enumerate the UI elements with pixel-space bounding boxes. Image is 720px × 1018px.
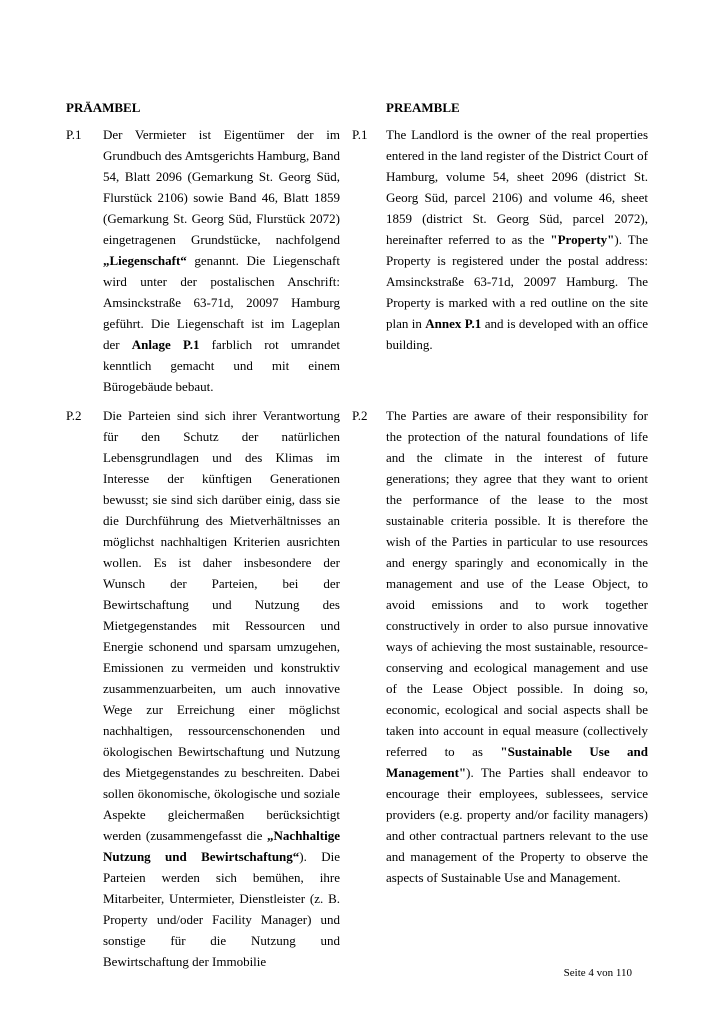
heading-indent-spacer xyxy=(352,97,386,118)
paragraph-cell-german xyxy=(66,405,340,972)
paragraph-cell-german xyxy=(66,124,340,397)
paragraph-row xyxy=(66,124,648,397)
paragraphs-container xyxy=(66,124,648,972)
paragraph-text-english: The Landlord is the owner of the real properties entered in the land register of the District Court of Hamburg, volume 54, sheet 2096 (district St. Georg Süd, parcel 2106) and volume 46, sheet 1859 (district St. Georg Süd, parcel 2072), hereinafter referred to as the "Property"). The Property is registered under the postal address: Amsinckstraße 63-71d, 20097 Hamburg. The Property is marked with a red outline on the site plan in Annex P.1 and is developed with an office building. xyxy=(386,127,648,352)
page-number-footer: Seite 4 von 110 xyxy=(563,967,632,979)
paragraph-number-en: P.2 xyxy=(352,408,368,423)
paragraph-row xyxy=(66,405,648,972)
paragraph-number-de: P.1 xyxy=(66,127,82,142)
preamble-heading-german: PRÄAMBEL xyxy=(66,100,141,115)
paragraph-text-german: Die Parteien sind sich ihrer Verantwortung für den Schutz der natürlichen Lebensgrundlagen und des Klimas im Interesse der künftigen Generationen bewusst; sie sind sich darüber einig, dass sie die Durchführung des Mietverhältnisses an möglichst nachhaltigen Kriterien ausrichten wollen. Es ist daher insbesondere der Wunsch der Parteien, bei der Bewirtschaftung und Nutzung des Mietgegenstandes mit Ressourcen und Energie schonend und sparsam umzugehen, Emissionen zu vermeiden und konstruktiv zusammenzuarbeiten, um auch innovative Wege zur Erreichung einer möglichst nachhaltigen, ressourcenschonenden und ökologischen Bewirtschaftung und Nutzung des Mietgegenstandes zu beschreiten. Dabei sollen ökonomische, ökologische und soziale Aspekte gleichermaßen berücksichtigt werden (zusammengefasst die „Nachhaltige Nutzung und Bewirtschaftung“). Die Parteien werden sich bemühen, ihre Mitarbeiter, Untermieter, Dienstleister (z. B. Property und/oder Facility Manager) und sonstige für die Nutzung und Bewirtschaftung der Immobilie xyxy=(103,408,340,969)
preamble-heading-english: PREAMBLE xyxy=(386,100,460,115)
document-content xyxy=(66,97,648,972)
paragraph-number-en: P.1 xyxy=(352,127,368,142)
headings-cell-english xyxy=(352,97,648,118)
paragraph-text-english: The Parties are aware of their responsibility for the protection of the natural foundations of life and the climate in the interest of future generations; they agree that they want to orient the performance of the lease to the most sustainable criteria possible. It is therefore the wish of the Parties in particular to use resources and energy sparingly and economically in the management and use of the Lease Object, to avoid emissions and to work together constructively in order to also pursue innovative ways of achieving the most sustainable, resource-conserving and ecological management and use of the Lease Object possible. In doing so, economic, ecological and social aspects shall be taken into account in equal measure (collectively referred to as "Sustainable Use and Management"). The Parties shall endeavor to encourage their employees, sublessees, service providers (e.g. property and/or facility managers) and other contractual partners relevant to the use and management of the Property to observe the aspects of Sustainable Use and Management. xyxy=(386,408,648,885)
paragraph-text-german: Der Vermieter ist Eigentümer der im Grundbuch des Amtsgerichts Hamburg, Band 54, Blatt 2096 (Gemarkung St. Georg Süd, Flurstück 2106) sowie Band 46, Blatt 1859 (Gemarkung St. Georg Süd, Flurstück 2072) eingetragenen Grundstücke, nachfolgend „Liegenschaft“ genannt. Die Liegenschaft wird unter der postalischen Anschrift: Amsinckstraße 63-71d, 20097 Hamburg geführt. Die Liegenschaft ist im Lageplan der Anlage P.1 farblich rot umrandet kenntlich gemacht und mit einem Bürogebäude bebaut. xyxy=(103,127,340,394)
headings-cell-german xyxy=(66,97,340,118)
paragraph-cell-english xyxy=(352,124,648,355)
paragraph-number-de: P.2 xyxy=(66,408,82,423)
headings-row xyxy=(66,97,648,118)
paragraph-cell-english xyxy=(352,405,648,888)
